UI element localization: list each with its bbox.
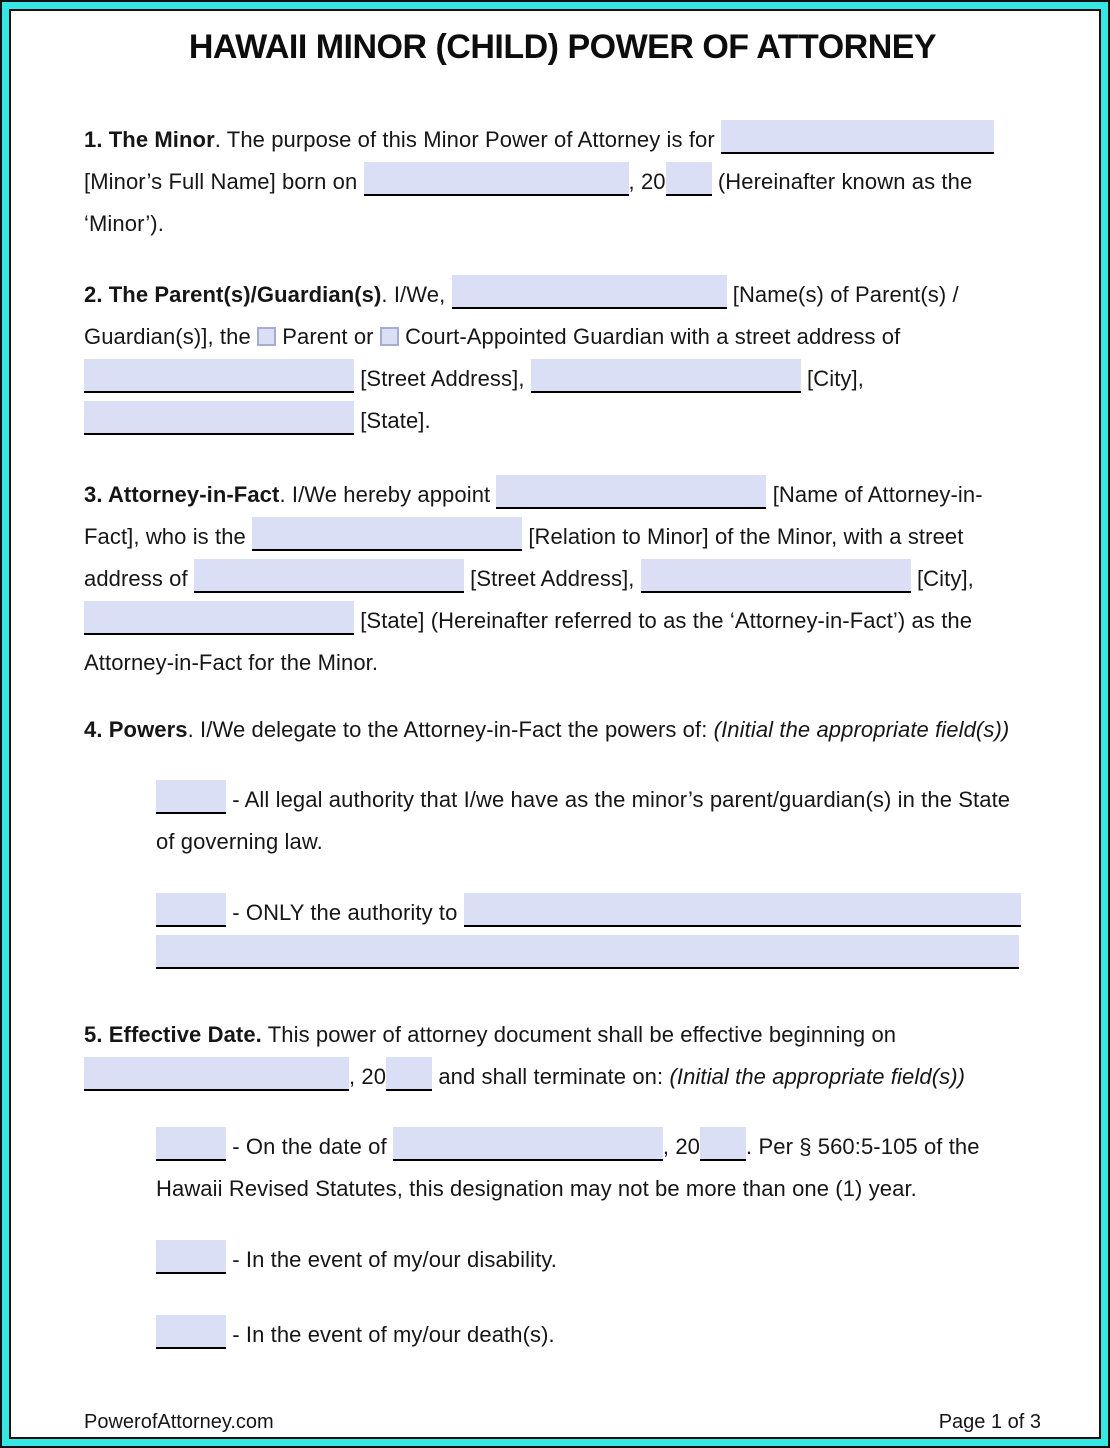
parent-city-field[interactable] [531,359,801,393]
s5-disability-line [156,1239,1041,1281]
s3-text-3: Fact], who is the [84,524,246,549]
s5-date-text-4: Hawaii Revised Statutes, this designation may not be more than one (1) year. [156,1176,917,1201]
s5-date-line-1 [156,1126,1041,1168]
s5-text-3: and shall terminate on: [438,1064,664,1089]
terminate-date-field[interactable] [393,1127,663,1161]
s3-line-1 [84,474,1041,516]
section-2-parents-guardians [84,274,1041,442]
s4-line-1 [84,709,1041,751]
footer-site-name: PowerofAttorney.com [84,1411,274,1433]
s5-heading: 5. Effective Date. [84,1022,262,1047]
s3-line-3 [84,558,1041,600]
s2-line-2 [84,316,1041,358]
s4-all-line-1 [156,779,1041,821]
s4-text-1: . I/We delegate to the Attorney-in-Fact the powers of: [187,717,708,742]
effective-date-field[interactable] [84,1057,349,1091]
birth-year-field[interactable] [666,162,712,196]
page-inner [9,9,1101,1439]
s5-text-2: , 20 [349,1064,387,1089]
footer-page-number: Page 1 of 3 [938,1411,1041,1433]
page-content [11,11,1099,1356]
s2-text-5: Court-Appointed Guardian with a street address of [405,324,901,349]
s5-date-text-3: . Per § 560:5-105 of the [746,1134,980,1159]
effective-year-field[interactable] [386,1057,432,1091]
section-4-powers-heading [84,709,1041,751]
s4-all-line-2 [156,821,1041,863]
s3-text-6: [Street Address], [470,566,635,591]
s3-line-2 [84,516,1041,558]
s4-only-text: - ONLY the authority to [232,900,458,925]
s1-text-2: [Minor’s Full Name] born on [84,169,358,194]
s3-text-4: [Relation to Minor] of the Minor, with a street [528,524,964,549]
s1-text-5: ‘Minor’). [84,211,164,236]
page-footer [84,1409,1041,1435]
s4-instruction-italic: (Initial the appropriate field(s)) [713,717,1010,742]
s5-disability-text: - In the event of my/our disability. [232,1247,557,1272]
disability-initials-field[interactable] [156,1240,226,1274]
s4-heading: 4. Powers [84,717,188,742]
s4-all-text-2: of governing law. [156,829,323,854]
section-5-effective-date-heading [84,1014,1041,1098]
s1-heading: 1. The Minor [84,127,215,152]
s1-text-3: , 20 [628,169,666,194]
powers-only-authority-item [156,892,1041,976]
s2-text-8: [State]. [360,408,431,433]
s4-all-text-1: - All legal authority that I/we have as the minor’s parent/guardian(s) in the State [232,787,1011,812]
s3-text-5: address of [84,566,188,591]
s2-text-3: Guardian(s)], the [84,324,251,349]
birth-date-field[interactable] [364,162,629,196]
s5-text-1: This power of attorney document shall be effective beginning on [267,1022,897,1047]
page-title: HAWAII MINOR (CHILD) POWER OF ATTORNEY [188,28,937,66]
only-authority-initials-field[interactable] [156,893,226,927]
s2-heading: 2. The Parent(s)/Guardian(s) [84,282,382,307]
s3-heading: 3. Attorney-in-Fact [84,482,280,507]
s3-line-4 [84,600,1041,642]
s1-line-3 [84,203,1041,245]
s2-line-3 [84,358,1041,400]
attorney-state-field[interactable] [84,601,354,635]
s5-line-2 [84,1056,1041,1098]
page-border [2,2,1108,1446]
court-appointed-guardian-checkbox[interactable] [380,327,399,346]
s4-only-line-2 [156,934,1041,976]
minor-name-field[interactable] [721,120,994,154]
s3-text-7: [City], [916,566,974,591]
attorney-city-field[interactable] [641,559,911,593]
s2-text-4: Parent or [282,324,374,349]
s5-line-1 [84,1014,1041,1056]
s3-text-8: [State] (Hereinafter referred to as the ‘Attorney-in-Fact’) as the [360,608,973,633]
terminate-year-field[interactable] [700,1127,746,1161]
s2-line-4 [84,400,1041,442]
parent-street-address-field[interactable] [84,359,354,393]
s1-line-1 [84,119,1041,161]
s2-text-2: [Name(s) of Parent(s) / [732,282,959,307]
powers-all-authority-item [156,779,1041,863]
s3-text-9: Attorney-in-Fact for the Minor. [84,650,379,675]
s3-text-1: . I/We hereby appoint [279,482,491,507]
s1-text-4: (Hereinafter known as the [717,169,973,194]
death-initials-field[interactable] [156,1315,226,1349]
attorney-name-field[interactable] [496,475,766,509]
s3-line-5 [84,642,1041,684]
s2-text-7: [City], [807,366,864,391]
s1-text-1: . The purpose of this Minor Power of Attorney is for [214,127,715,152]
attorney-street-address-field[interactable] [194,559,464,593]
s2-line-1 [84,274,1041,316]
s5-date-text-2: , 20 [662,1134,701,1159]
relation-to-minor-field[interactable] [252,517,522,551]
terminate-on-date-item [156,1126,1041,1210]
section-3-attorney-in-fact [84,474,1041,684]
s2-text-6: [Street Address], [360,366,525,391]
terminate-death-item [156,1314,1041,1356]
terminate-date-initials-field[interactable] [156,1127,226,1161]
s5-death-text: - In the event of my/our death(s). [232,1322,555,1347]
only-authority-description-field[interactable] [464,893,1021,927]
s4-only-line-1 [156,892,1041,934]
s5-death-line [156,1314,1041,1356]
s2-text-1: . I/We, [381,282,446,307]
s5-date-line-2 [156,1168,1041,1210]
terminate-disability-item [156,1239,1041,1281]
section-1-minor [84,119,1041,245]
all-authority-initials-field[interactable] [156,780,226,814]
parents-names-field[interactable] [452,275,727,309]
s5-date-text-1: - On the date of [232,1134,387,1159]
s1-line-2 [84,161,1041,203]
parent-checkbox[interactable] [257,327,276,346]
only-authority-description-field-2[interactable] [156,935,1019,969]
s3-text-2: [Name of Attorney-in- [772,482,983,507]
parent-state-field[interactable] [84,401,354,435]
s5-instruction-italic: (Initial the appropriate field(s)) [669,1064,966,1089]
